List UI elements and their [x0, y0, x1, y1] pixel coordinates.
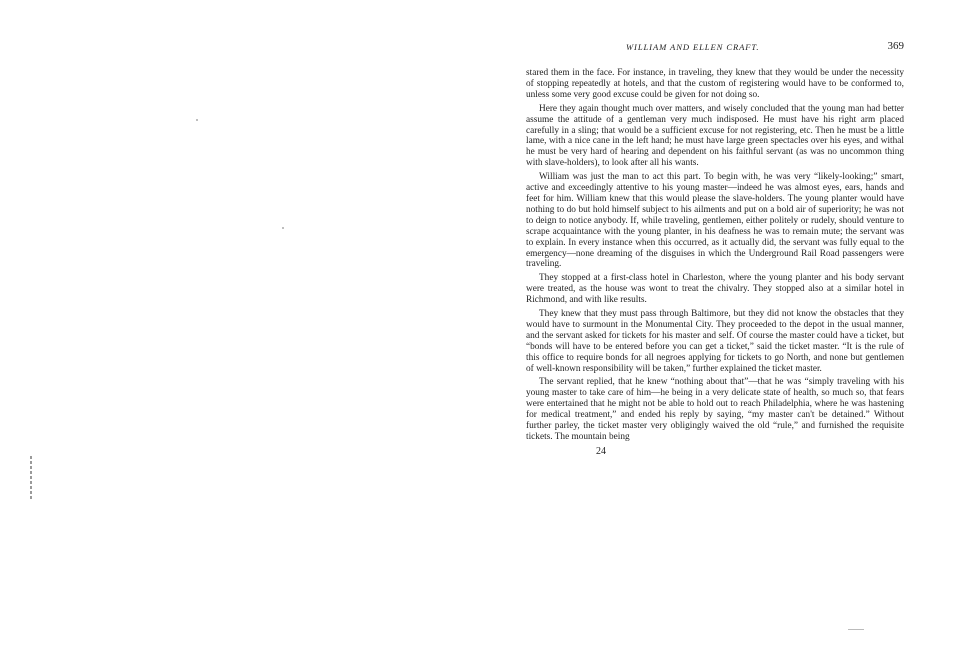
paragraph: Here they again thought much over matters, and wisely concluded that the young man had better assume the attitude of a gentleman very much indisposed. He must have his right arm placed carefully in a sling; that would be a sufficient excuse for not registering, etc. Then he must be a little lame, with a nice cane in the left hand; he must have large green spectacles over his eyes, and withal he must be very hard of hearing and dependent on his faithful servant (as was no uncommon thing with slave-holders), to look after all his wants.	[526, 103, 904, 169]
paper-speck	[196, 119, 198, 121]
paragraph: The servant replied, that he knew “nothing about that”—that he was “simply traveling with his young master to take care of him—he being in a very delicate state of health, so much so, that fears were entertained that he might not be able to hold out to reach Philadelphia, where he was hastening for medical treatment,” and ended his reply by saying, “my master can't be detained.” Without further parley, the ticket master very obligingly waived the old “rule,” and furnished the requisite tickets. The mountain being	[526, 377, 904, 442]
page-smudge	[848, 629, 864, 630]
paper-speck	[282, 227, 284, 229]
running-head: WILLIAM AND ELLEN CRAFT.	[626, 42, 760, 52]
page-number: 369	[887, 40, 904, 52]
book-page	[526, 40, 904, 457]
signature-mark: 24	[596, 445, 606, 457]
paragraph: They stopped at a first-class hotel in Charleston, where the young planter and his body servant were treated, as the house was wont to treat the chivalry. They stopped also at a similar hotel in Richmond, and with like results.	[526, 273, 904, 306]
paragraph: stared them in the face. For instance, in traveling, they knew that they would be under the necessity of stopping repeatedly at hotels, and that the custom of registering would have to be conformed to, unless some very good excuse could be given for not doing so.	[526, 68, 904, 100]
binding-mark	[30, 456, 32, 500]
paragraph: William was just the man to act this part. To begin with, he was very “likely-looking;” smart, active and exceedingly attentive to his young master—indeed he was almost eyes, ears, hands and feet for him. William knew that this would please the slave-holders. The young planter would have nothing to do but hold himself subject to his ailments and put on a bold air of superiority; he was not to deign to notice anybody. If, while traveling, gentlemen, either politely or rudely, should venture to scrape acquaintance with the young planter, in his deafness he was to remain mute; the servant was to explain. In every instance when this occurred, as it actually did, the servant was fully equal to the emergency—none dreaming of the disguises in which the Underground Rail Road passengers were traveling.	[526, 172, 904, 270]
paragraph: They knew that they must pass through Baltimore, but they did not know the obstacles that they would have to surmount in the Monumental City. They proceeded to the depot in the usual manner, and the servant asked for tickets for his master and self. Of course the master could have a ticket, but “bonds will have to be entered before you can get a ticket,” said the ticket master. “It is the rule of this office to require bonds for all negroes applying for tickets to go North, and none but gentlemen of well-known responsibility will be taken,” further explained the ticket master.	[526, 309, 904, 374]
page-header	[526, 40, 904, 56]
body-text	[526, 68, 904, 443]
